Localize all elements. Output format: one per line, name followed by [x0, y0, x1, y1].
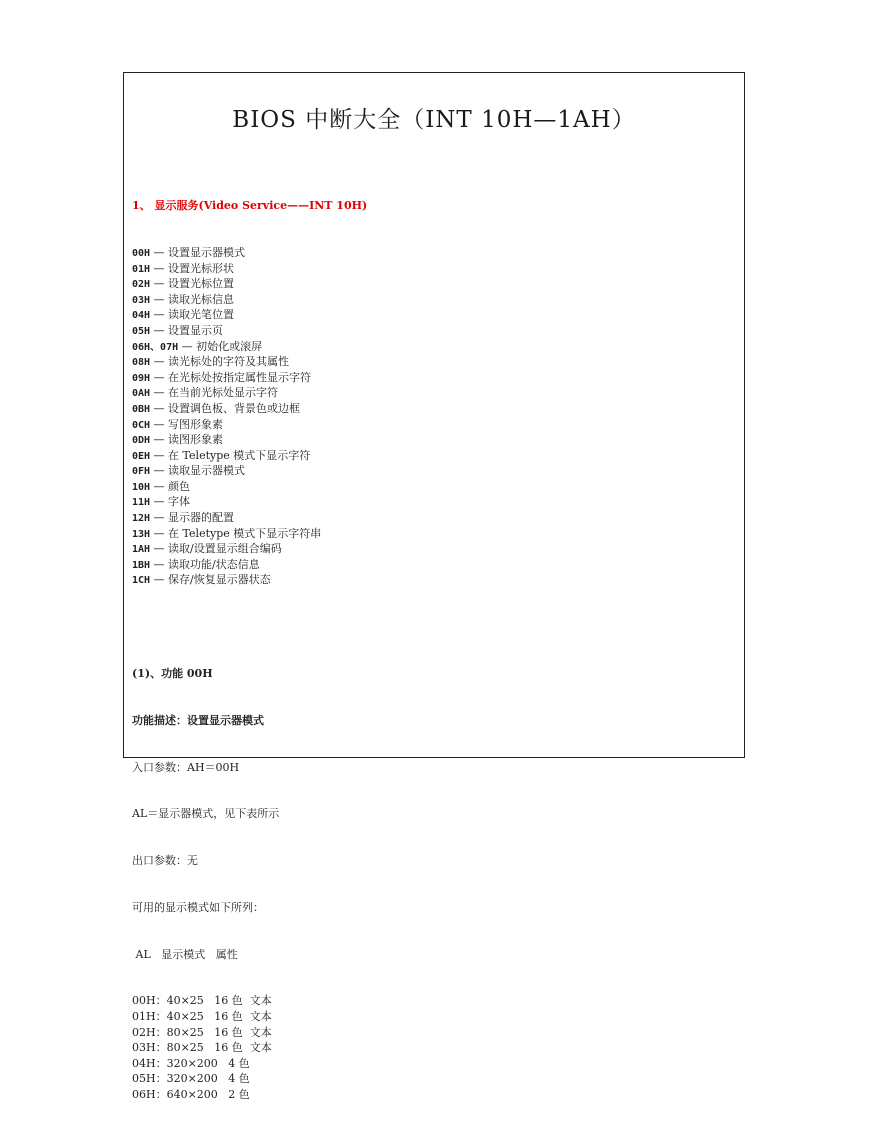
function-code: 1CH	[132, 575, 151, 587]
function-item	[132, 417, 738, 433]
function-desc: — 读取功能/状态信息	[150, 557, 260, 571]
function-code: 13H	[132, 528, 151, 540]
function-item	[132, 261, 738, 277]
function-item	[132, 541, 738, 557]
function-code: 08H	[132, 357, 151, 369]
function-item	[132, 494, 738, 510]
mode-row: 00H：40×25 16 色 文本	[132, 994, 272, 1008]
function-item	[132, 339, 738, 355]
sub-heading: (1)、功能 00H	[132, 667, 213, 680]
mode-row: 03H：80×25 16 色 文本	[132, 1041, 272, 1055]
function-item	[132, 245, 738, 261]
document-body	[132, 167, 738, 1134]
function-desc: — 设置调色板、背景色或边框	[150, 401, 301, 415]
section-heading: 1、 显示服务(Video Service——INT 10H)	[132, 199, 368, 213]
function-item	[132, 401, 738, 417]
al-line: AL＝显示器模式，见下表所示	[132, 807, 280, 821]
function-desc: — 读取显示器模式	[150, 464, 246, 478]
document-page	[123, 72, 745, 1102]
function-desc: — 设置光标位置	[150, 277, 235, 291]
function-desc: — 设置显示器模式	[150, 245, 246, 259]
function-code: 11H	[132, 497, 151, 509]
function-item	[132, 510, 738, 526]
function-desc: — 字体	[150, 495, 191, 509]
function-item	[132, 276, 738, 292]
function-code: 0BH	[132, 403, 151, 415]
function-item	[132, 572, 738, 588]
mode-row: 01H：40×25 16 色 文本	[132, 1010, 272, 1024]
function-description: 功能描述：设置显示器模式	[132, 713, 264, 727]
function-desc: — 写图形象素	[150, 417, 224, 431]
function-desc: — 设置光标形状	[150, 261, 235, 275]
entry-params: 入口参数：AH＝00H	[132, 760, 240, 774]
function-code: 05H	[132, 325, 151, 337]
function-item	[132, 292, 738, 308]
blank-line	[132, 619, 738, 635]
function-code: 0DH	[132, 435, 151, 447]
function-desc: — 在当前光标处显示字符	[150, 386, 279, 400]
function-item	[132, 479, 738, 495]
mode-row: 05H：320×200 4 色	[132, 1072, 250, 1086]
document-title: BIOS 中断大全（INT 10H—1AH）	[232, 107, 636, 133]
function-code: 0CH	[132, 419, 151, 431]
function-code: 09H	[132, 372, 151, 384]
function-desc: — 显示器的配置	[150, 511, 235, 525]
function-code: 0AH	[132, 388, 151, 400]
function-code: 02H	[132, 279, 151, 291]
mode-table-header: AL 显示模式 属性	[132, 947, 238, 961]
function-desc: — 设置显示页	[150, 323, 224, 337]
function-code: 00H	[132, 247, 151, 259]
function-desc: — 读光标处的字符及其属性	[150, 355, 290, 369]
mode-row: 04H：320×200 4 色	[132, 1056, 250, 1070]
function-code: 04H	[132, 310, 151, 322]
function-list	[132, 245, 738, 588]
function-code: 1AH	[132, 544, 151, 556]
function-item	[132, 385, 738, 401]
function-item	[132, 323, 738, 339]
function-desc: — 初始化或滚屏	[178, 339, 263, 353]
function-desc: — 读取光标信息	[150, 292, 235, 306]
available-modes-label: 可用的显示模式如下所列：	[132, 900, 264, 914]
function-code: 0FH	[132, 466, 151, 478]
function-desc: — 在光标处按指定属性显示字符	[150, 370, 312, 384]
function-item	[132, 557, 738, 573]
function-item	[132, 526, 738, 542]
function-item	[132, 370, 738, 386]
function-desc: — 在 Teletype 模式下显示字符	[150, 448, 311, 462]
function-desc: — 读图形象素	[150, 433, 224, 447]
exit-params: 出口参数：无	[132, 854, 198, 868]
function-desc: — 颜色	[150, 479, 191, 493]
mode-row: 06H：640×200 2 色	[132, 1088, 250, 1102]
function-item	[132, 463, 738, 479]
function-item	[132, 448, 738, 464]
function-desc: — 读取光笔位置	[150, 308, 235, 322]
function-code: 01H	[132, 263, 151, 275]
function-code: 1BH	[132, 559, 151, 571]
mode-list	[132, 993, 738, 1102]
function-code: 03H	[132, 294, 151, 306]
function-code: 12H	[132, 513, 151, 525]
function-code: 10H	[132, 481, 151, 493]
function-desc: — 保存/恢复显示器状态	[150, 573, 271, 587]
mode-row: 02H：80×25 16 色 文本	[132, 1025, 272, 1039]
function-item	[132, 432, 738, 448]
function-desc: — 读取/设置显示组合编码	[150, 542, 282, 556]
function-code: 06H、07H	[132, 341, 179, 353]
function-item	[132, 354, 738, 370]
function-desc: — 在 Teletype 模式下显示字符串	[150, 526, 322, 540]
function-code: 0EH	[132, 450, 151, 462]
function-item	[132, 307, 738, 323]
